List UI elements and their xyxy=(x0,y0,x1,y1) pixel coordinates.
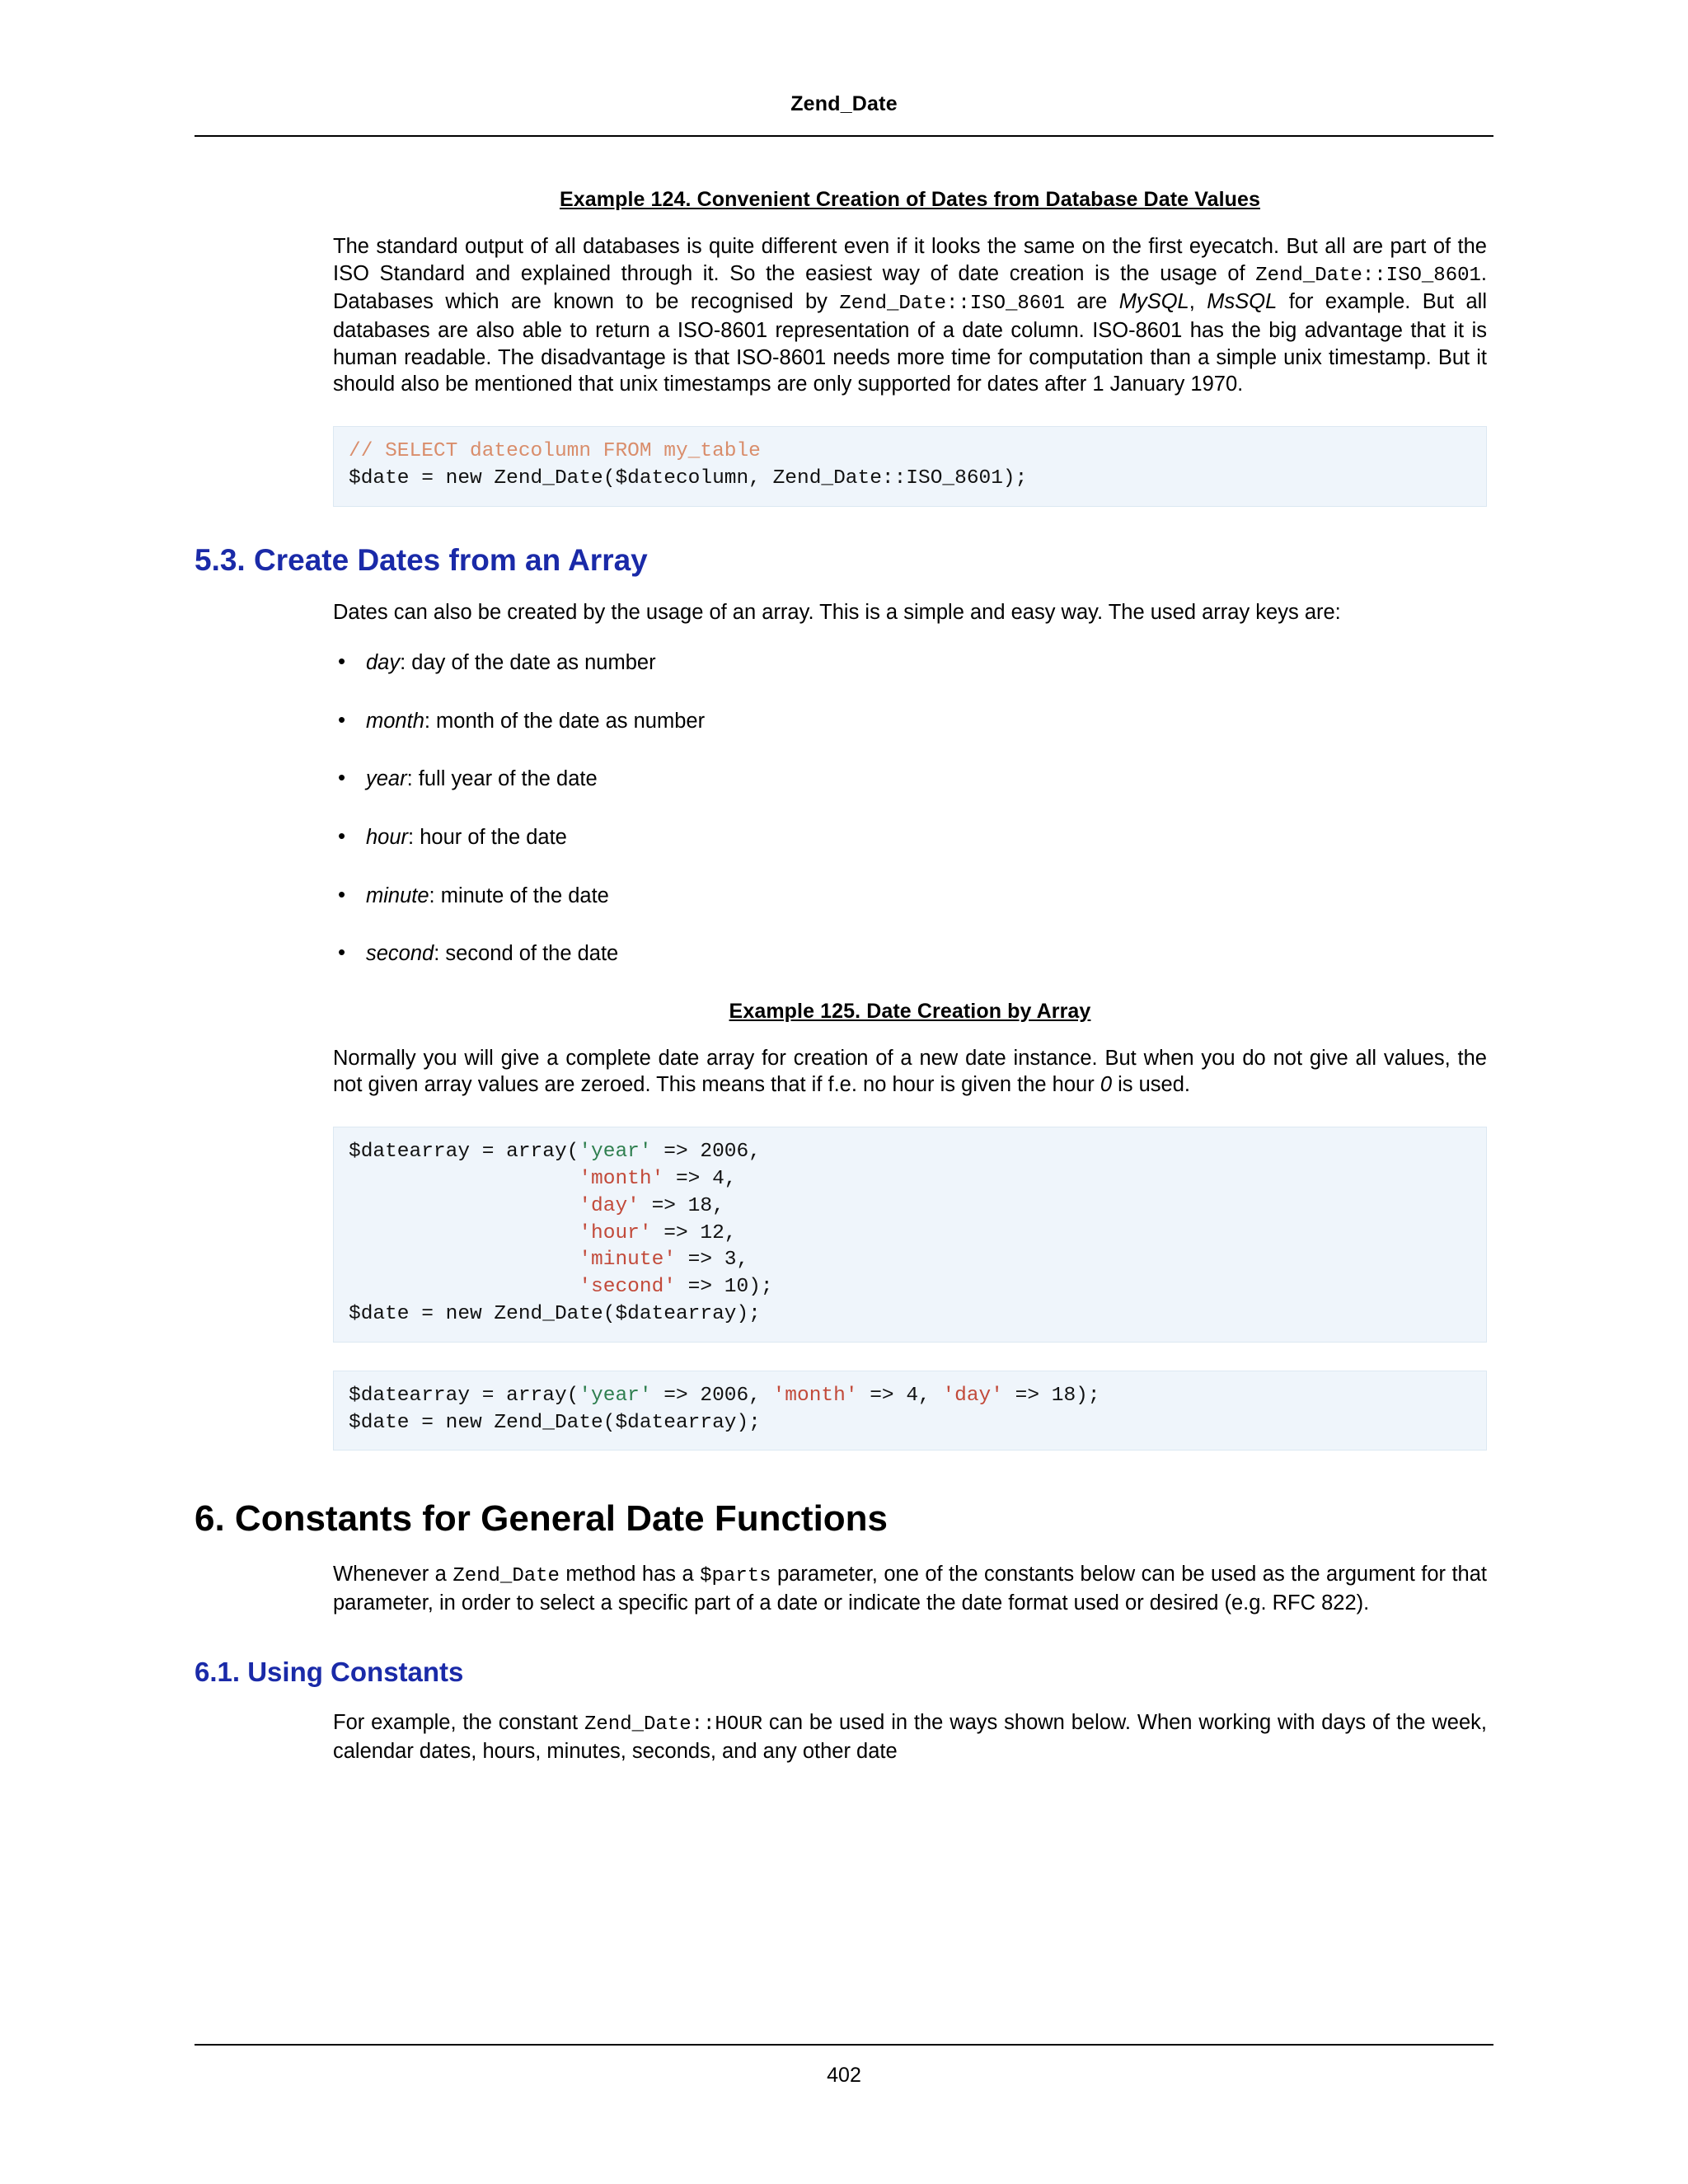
list-item-key: month xyxy=(366,709,424,733)
list-item xyxy=(333,650,1487,676)
code-line: => 4, xyxy=(857,1384,943,1407)
code-string: 'day' xyxy=(942,1384,1003,1407)
code-string: 'month' xyxy=(772,1384,858,1407)
section-heading-6-1: 6.1. Using Constants xyxy=(195,1656,464,1687)
inline-code-parts: $parts xyxy=(700,1565,771,1588)
emphasis-zero: 0 xyxy=(1100,1073,1112,1097)
section-6-1-block xyxy=(333,1709,1487,1765)
list-item-desc: : second of the date xyxy=(434,942,619,966)
code-line: => 2006, xyxy=(651,1384,773,1407)
code-block-datearray-full xyxy=(333,1127,1487,1343)
code-line: $date = new Zend_Date($datearray); xyxy=(349,1411,761,1434)
list-item xyxy=(333,766,1487,792)
page-footer xyxy=(195,2044,1493,2088)
list-item-desc: : minute of the date xyxy=(429,883,609,907)
code-line: => 2006, xyxy=(651,1141,761,1164)
text-run: Whenever a xyxy=(333,1563,453,1586)
code-string: 'month' xyxy=(579,1167,664,1190)
text-run: are xyxy=(1065,290,1119,314)
code-line: => 4, xyxy=(663,1167,737,1190)
page-number: 402 xyxy=(827,2064,861,2087)
code-string: 'year' xyxy=(579,1141,652,1164)
emphasis-mssql: MsSQL xyxy=(1207,290,1278,314)
code-block-iso8601 xyxy=(333,426,1487,507)
text-run: parameter, one of the constants below can be used as the argument for that parameter, in order to select a specific part of a date or indicate the date format used or desired (e.g. RFC 822). xyxy=(333,1563,1487,1615)
text-run: The standard output of all databases is quite different even if it looks the same on the first eyecatch. But all are part of the ISO Standard and explained through it. So the easiest way of date creation is the usage of xyxy=(333,235,1487,285)
paragraph-using-constants xyxy=(333,1709,1487,1765)
text-run: for example. But all databases are also able to return a ISO-8601 representation of a date column. ISO-8601 has the big advantage that it is human readable. The disadvantage is that ISO-8601 needs more time for computation than a simple unix timestamp. But it should also be mentioned that unix timestamps are only supported for dates after 1 January 1970. xyxy=(333,290,1487,396)
code-string: 'hour' xyxy=(579,1221,652,1244)
paragraph-array-intro: Dates can also be created by the usage of an array. This is a simple and easy way. The used array keys are: xyxy=(333,600,1341,624)
code-string: 'second' xyxy=(579,1276,676,1299)
paragraph-parts-constants xyxy=(333,1561,1487,1616)
code-line: => 18, xyxy=(639,1194,724,1217)
list-item xyxy=(333,709,1487,734)
code-string: 'day' xyxy=(579,1194,640,1217)
running-head: Zend_Date xyxy=(790,92,898,115)
code-string: 'minute' xyxy=(579,1249,676,1272)
example-124-block xyxy=(333,188,1487,507)
list-item-desc: : full year of the date xyxy=(406,767,598,791)
text-run: Normally you will give a complete date array for creation of a new date instance. But when you do not give all values, the not given array values are zeroed. This means that if f.e. no hour is given the hour xyxy=(333,1046,1487,1097)
code-line: $datearray = array( xyxy=(349,1384,579,1407)
list-item-key: minute xyxy=(366,883,429,907)
list-item-desc: : hour of the date xyxy=(408,826,567,849)
list-item-desc: : day of the date as number xyxy=(400,651,656,675)
text-run: , xyxy=(1189,290,1207,314)
code-line: => 12, xyxy=(651,1221,737,1244)
code-line: => 10); xyxy=(675,1276,773,1299)
text-run: For example, the constant xyxy=(333,1710,584,1734)
chapter-6-intro-block xyxy=(333,1561,1487,1616)
code-block-datearray-short xyxy=(333,1371,1487,1451)
array-keys-list xyxy=(333,650,1487,967)
array-keys-block xyxy=(333,599,1487,1451)
example-124-title: Example 124. Convenient Creation of Dates from Database Date Values xyxy=(559,188,1261,211)
text-run: . Databases which are known to be recognised by xyxy=(333,261,1487,314)
list-item-key: year xyxy=(366,767,407,791)
code-string: 'year' xyxy=(579,1384,652,1407)
list-item-desc: : month of the date as number xyxy=(424,709,706,733)
inline-code-zend-date: Zend_Date xyxy=(452,1565,560,1588)
code-line: => 3, xyxy=(675,1249,749,1272)
list-item-key: day xyxy=(366,651,401,675)
text-run: is used. xyxy=(1112,1073,1190,1097)
text-run: method has a xyxy=(559,1563,701,1586)
code-line: $date = new Zend_Date($datecolumn, Zend_Date::ISO_8601); xyxy=(349,466,1028,490)
footer-rule xyxy=(195,2044,1493,2046)
paragraph-array-creation xyxy=(333,1045,1487,1099)
emphasis-mysql: MySQL xyxy=(1118,290,1189,314)
code-comment: // SELECT datecolumn FROM my_table xyxy=(349,439,761,462)
chapter-heading-6: 6. Constants for General Date Functions xyxy=(195,1498,889,1540)
inline-code-iso8601-1: Zend_Date::ISO_8601 xyxy=(1255,264,1481,287)
list-item-key: hour xyxy=(366,826,409,849)
text-run: can be used in the ways shown below. When working with days of the week, calendar dates, hours, minutes, seconds, and any other date xyxy=(333,1710,1488,1763)
section-heading-5-3: 5.3. Create Dates from an Array xyxy=(195,542,648,577)
example-125-title: Example 125. Date Creation by Array xyxy=(729,999,1091,1023)
code-line: => 18); xyxy=(1002,1384,1100,1407)
inline-code-iso8601-2: Zend_Date::ISO_8601 xyxy=(839,293,1066,316)
list-item xyxy=(333,825,1487,851)
header-rule xyxy=(195,135,1493,137)
code-line: $date = new Zend_Date($datearray); xyxy=(349,1303,761,1325)
paragraph-iso8601 xyxy=(333,233,1487,398)
list-item-key: second xyxy=(366,942,434,966)
page-content xyxy=(195,0,1493,1765)
list-item xyxy=(333,883,1487,909)
list-item xyxy=(333,941,1487,967)
code-line: $datearray = array( xyxy=(349,1141,579,1164)
inline-code-zend-date-hour: Zend_Date::HOUR xyxy=(584,1713,763,1736)
